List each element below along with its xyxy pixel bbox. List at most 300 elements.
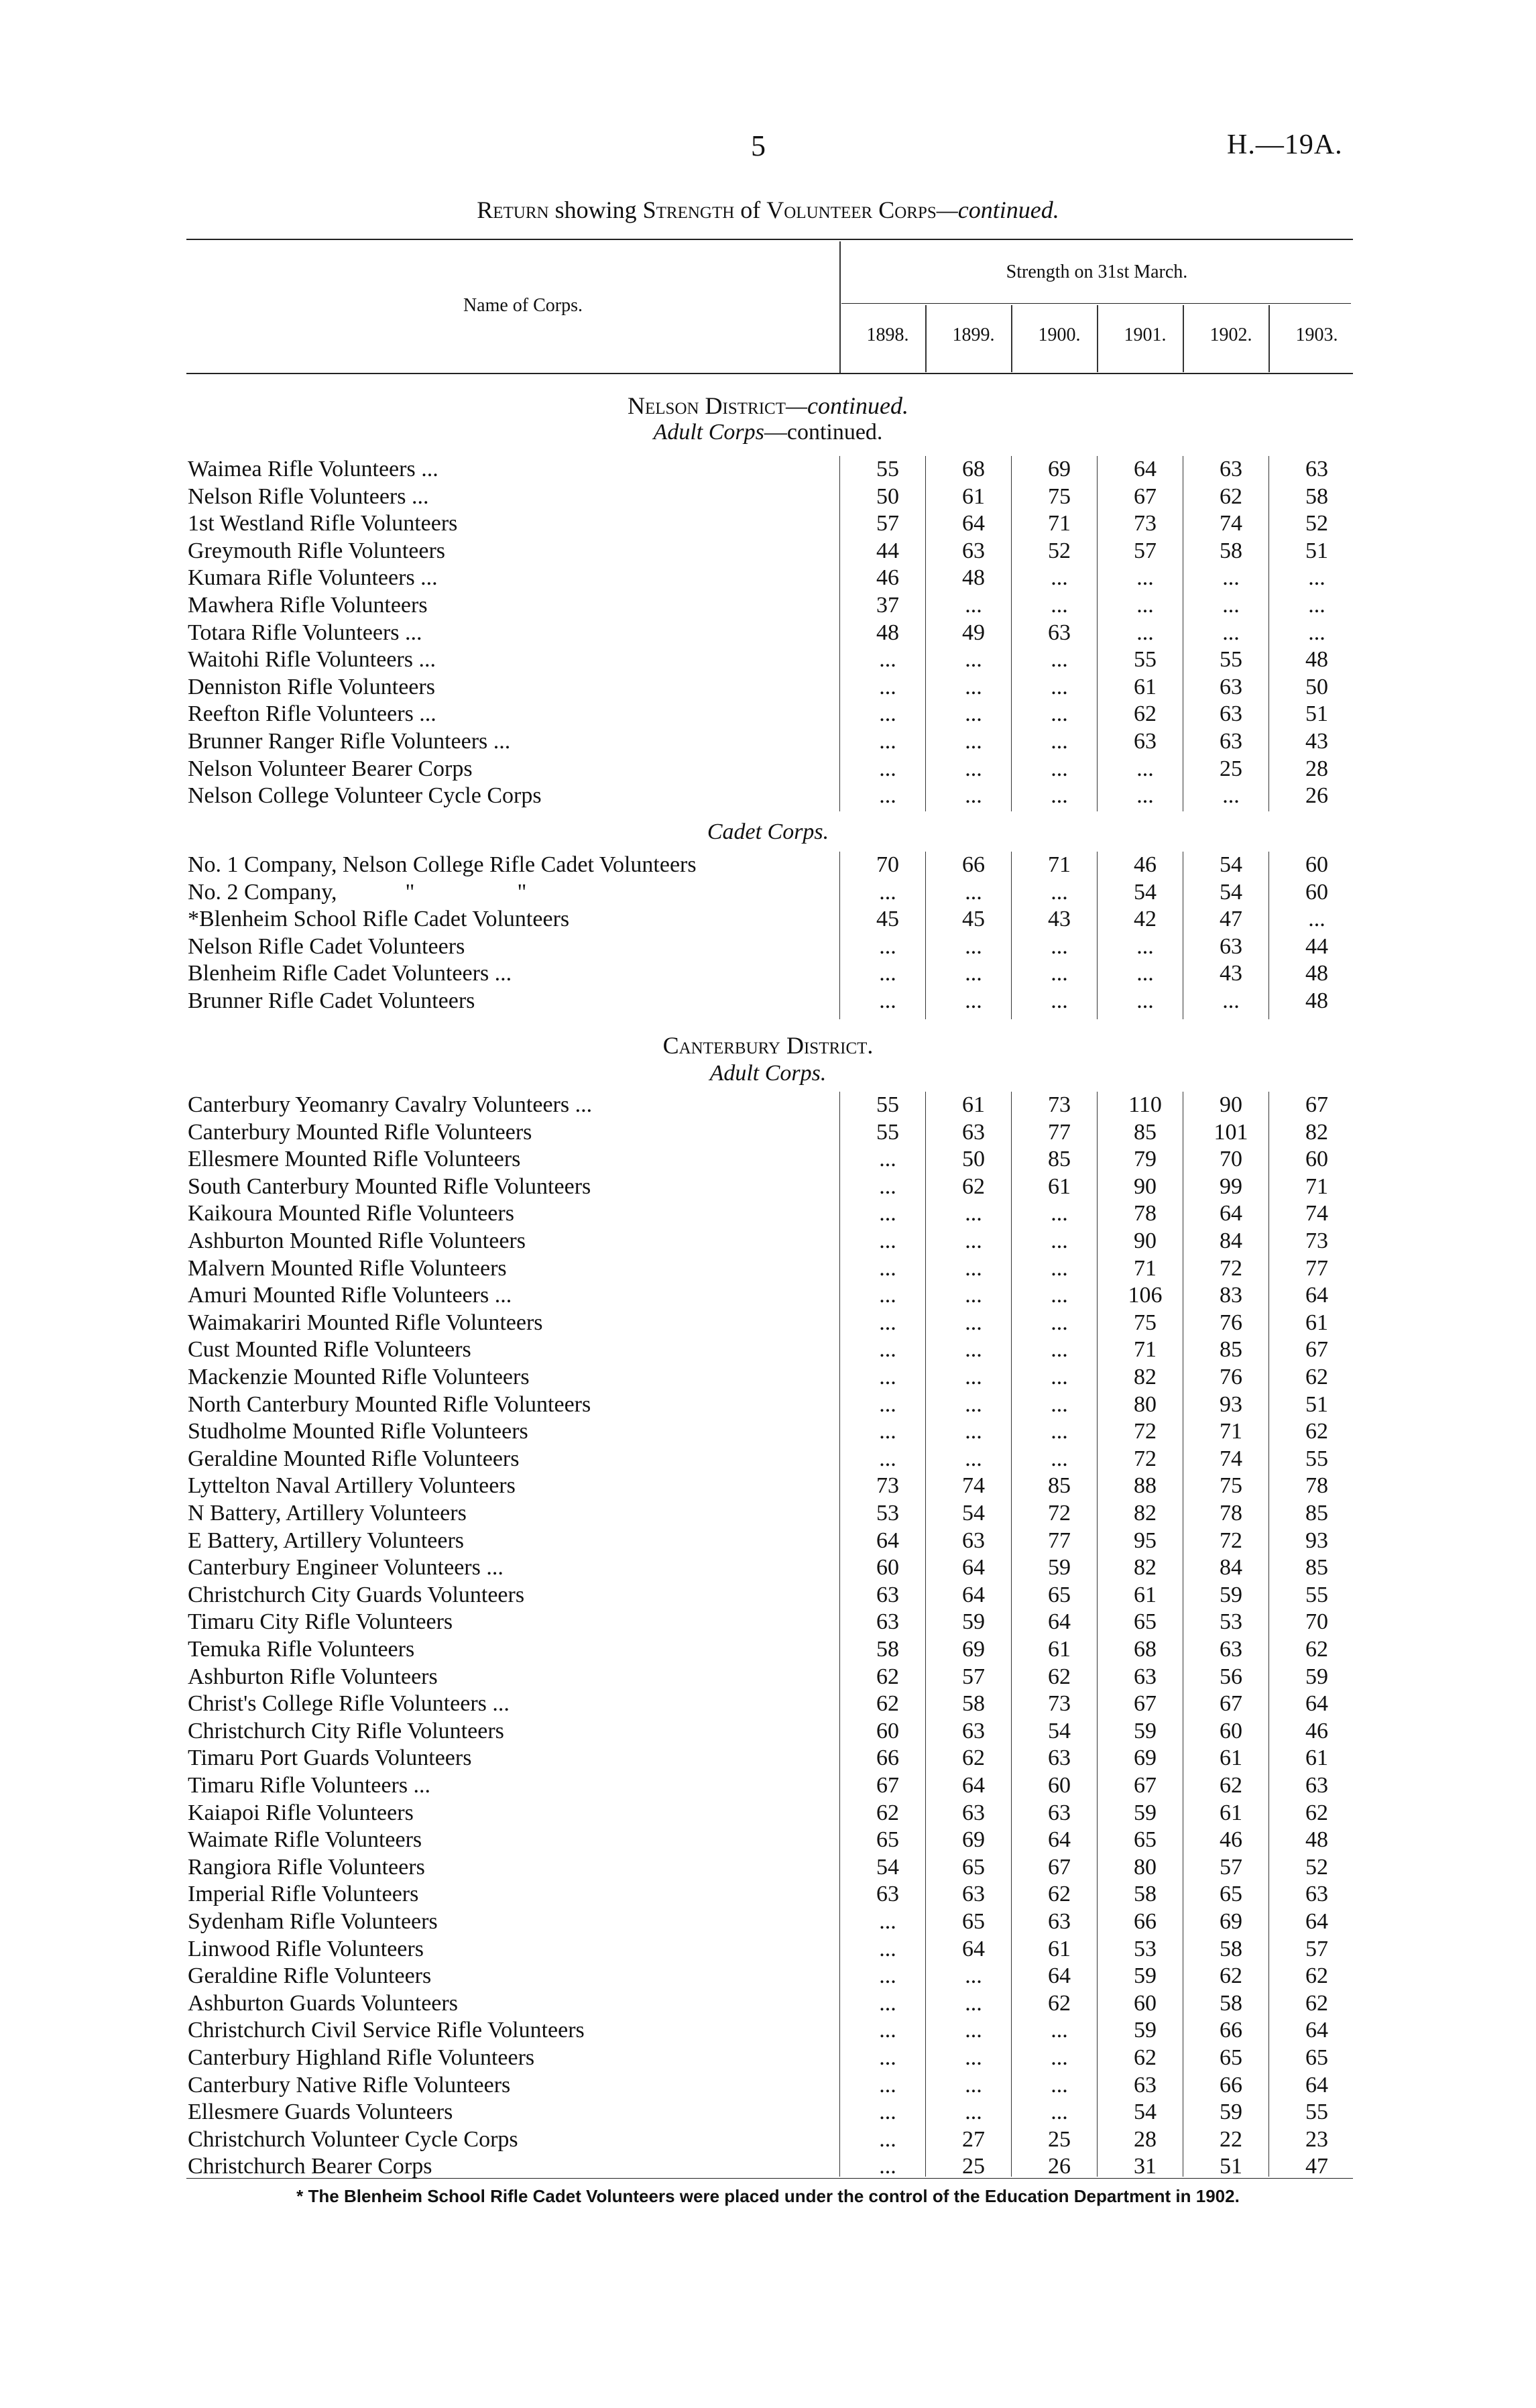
corps-name: Kaiapoi Rifle Volunteers [188,1800,414,1825]
strength-value: ... [879,756,896,781]
strength-value: 26 [1305,783,1328,809]
strength-value: ... [1051,1228,1068,1253]
strength-value: 85 [1220,1337,1242,1363]
strength-value: 75 [1220,1473,1242,1499]
strength-value: 62 [1220,1963,1242,1989]
strength-value: 71 [1048,511,1071,536]
strength-value: 51 [1220,2154,1242,2179]
strength-value: ... [1051,756,1068,781]
strength-value: 63 [1048,1745,1071,1771]
strength-value: 59 [1134,1718,1157,1743]
strength-value: 65 [1048,1582,1071,1607]
strength-value: 69 [1134,1745,1157,1771]
corps-name: N Battery, Artillery Volunteers [188,1501,467,1526]
strength-value: 64 [1048,1963,1071,1989]
strength-value: 85 [1048,1473,1071,1499]
strength-value: 62 [876,1800,899,1825]
strength-value: ... [1222,565,1240,591]
year-header: 1899. [952,325,995,345]
strength-value: 48 [962,565,985,591]
corps-name: Ashburton Mounted Rifle Volunteers [188,1228,526,1253]
strength-value: ... [879,1365,896,1389]
table-row [0,756,1536,783]
table-row [0,674,1536,701]
strength-value: 65 [1220,2045,1242,2070]
strength-value: 62 [1220,1773,1242,1798]
strength-value: ... [879,1963,896,1989]
strength-value: 75 [1048,483,1071,509]
strength-value: 71 [1305,1173,1328,1199]
strength-value: 62 [1134,2045,1157,2070]
column-rule [1268,1092,1269,2177]
strength-value: ... [879,674,896,699]
table-row [0,565,1536,591]
strength-value: ... [1051,2072,1068,2098]
strength-value: 25 [1048,2126,1071,2152]
table-row [0,1908,1536,1935]
strength-value: 58 [1134,1882,1157,1907]
strength-value: 25 [1220,756,1242,781]
strength-value: 22 [1220,2126,1242,2152]
strength-value: 47 [1305,2154,1328,2179]
strength-value: ... [879,1936,896,1961]
table-bottom-rule [186,2178,1353,2179]
strength-value: ... [879,729,896,754]
strength-value: 67 [876,1773,899,1798]
subheading-corps: Corps [708,420,764,445]
strength-value: 54 [1220,852,1242,877]
table-row [0,1963,1536,1990]
strength-value: 58 [876,1637,899,1662]
strength-value: 67 [1305,1337,1328,1363]
strength-value: ... [879,879,896,905]
strength-value: 55 [1220,647,1242,673]
strength-value: 59 [1048,1555,1071,1581]
strength-value: ... [965,2100,982,2125]
strength-value: ... [879,933,896,959]
strength-value: 63 [1048,1800,1071,1825]
strength-value: ... [879,2045,896,2070]
table-row [0,1772,1536,1799]
corps-name: Christchurch City Guards Volunteers [188,1582,525,1607]
strength-value: 61 [1305,1310,1328,1335]
strength-value: 63 [1220,933,1242,959]
strength-value: 106 [1128,1283,1163,1308]
year-header: 1903. [1295,325,1338,345]
table-row [0,933,1536,960]
column-rule [1097,456,1098,811]
corps-name: Waimea Rifle Volunteers ... [188,457,438,481]
strength-value: ... [1051,988,1068,1013]
strength-value: ... [965,2072,982,2098]
strength-value: ... [879,783,896,809]
strength-value: 59 [1134,2018,1157,2043]
strength-value: 90 [1134,1173,1157,1199]
corps-name: Studholme Mounted Rifle Volunteers [188,1419,528,1444]
strength-value: ... [1222,593,1240,618]
strength-value: 49 [962,620,985,645]
title-middle-2: of [734,196,767,223]
strength-value: 67 [1134,1773,1157,1798]
strength-value: 99 [1220,1173,1242,1199]
strength-value: 73 [1048,1092,1071,1117]
corps-name: Rangiora Rifle Volunteers [188,1854,425,1880]
strength-value: 62 [876,1691,899,1717]
strength-value: ... [1136,593,1154,618]
corps-name: Brunner Ranger Rifle Volunteers ... [188,729,511,754]
strength-value: 54 [1048,1718,1071,1743]
strength-value: ... [1051,2045,1068,2070]
strength-value: ... [965,1255,982,1281]
strength-value: 76 [1220,1365,1242,1389]
subheading-adult: Adult [653,420,703,445]
strength-value: 54 [962,1501,985,1526]
corps-name: Blenheim Rifle Cadet Volunteers ... [188,961,512,986]
strength-value: 48 [876,620,899,645]
corps-name: Cust Mounted Rifle Volunteers [188,1337,471,1363]
strength-value: 62 [1048,1664,1071,1689]
strength-value: ... [1051,1365,1068,1389]
paper-reference: H.—19A. [1227,129,1343,160]
strength-value: 52 [1305,511,1328,536]
strength-value: ... [879,1201,896,1226]
strength-value: 63 [1220,701,1242,727]
table-row [0,2072,1536,2099]
column-rule [839,456,840,811]
strength-value: 101 [1214,1119,1248,1145]
strength-value: ... [879,2018,896,2043]
corps-name: E Battery, Artillery Volunteers [188,1528,465,1553]
strength-value: 65 [1220,1882,1242,1907]
strength-value: 60 [876,1718,899,1743]
strength-value: 78 [1220,1501,1242,1526]
strength-value: 37 [876,593,899,618]
table-row [0,960,1536,987]
corps-name: No. 2 Company, " " [188,879,527,905]
strength-value: 28 [1305,756,1328,781]
strength-value: 57 [962,1664,985,1689]
strength-value: ... [965,647,982,673]
strength-value: 59 [1220,2100,1242,2125]
strength-value: 74 [1220,511,1242,536]
table-row [0,2017,1536,2044]
strength-value: 52 [1048,538,1071,563]
strength-value: ... [1136,933,1154,959]
strength-value: 70 [876,852,899,877]
column-rule [925,1092,926,2177]
strength-value: 64 [962,1936,985,1961]
corps-name: Canterbury Native Rifle Volunteers [188,2072,511,2098]
district-heading-nelson [0,392,1536,420]
table-row [0,879,1536,906]
strength-value: ... [1051,961,1068,986]
strength-value: 66 [1134,1909,1157,1934]
table-row [0,1418,1536,1445]
title-corps: Volunteer Corps [766,196,937,223]
strength-value: 46 [876,565,899,591]
strength-value: 63 [1220,729,1242,754]
strength-value: ... [1308,565,1325,591]
strength-value: 80 [1134,1854,1157,1880]
corps-name: Nelson College Volunteer Cycle Corps [188,783,542,809]
corps-name: North Canterbury Mounted Rifle Volunteers [188,1391,591,1417]
strength-value: ... [965,2045,982,2070]
strength-value: 63 [1134,1664,1157,1689]
strength-value: 83 [1220,1283,1242,1308]
column-rule [839,1092,840,2177]
strength-value: 85 [1305,1501,1328,1526]
strength-value: ... [1222,988,1240,1013]
strength-value: 64 [1220,1201,1242,1226]
strength-value: 74 [1220,1446,1242,1471]
strength-value: ... [879,1391,896,1417]
strength-value: ... [1136,756,1154,781]
table-row [0,701,1536,728]
strength-value: 44 [1305,933,1328,959]
column-rule [1097,852,1098,1019]
corps-name: Greymouth Rifle Volunteers [188,538,446,563]
strength-value: 63 [1134,2072,1157,2098]
strength-value: 64 [1134,457,1157,481]
strength-value: ... [879,701,896,727]
strength-value: ... [965,729,982,754]
strength-value: 46 [1305,1718,1328,1743]
strength-value: 61 [1048,1637,1071,1662]
year-header: 1901. [1124,325,1167,345]
strength-value: ... [965,1365,982,1389]
strength-value: 61 [962,1092,985,1117]
strength-value: ... [1136,988,1154,1013]
strength-value: ... [965,933,982,959]
table-row [0,988,1536,1015]
strength-value: 110 [1128,1092,1162,1117]
strength-value: 64 [962,1773,985,1798]
strength-value: ... [965,674,982,699]
corps-name: Ashburton Guards Volunteers [188,1990,458,2016]
strength-value: 59 [1134,1800,1157,1825]
strength-value: 66 [1220,2018,1242,2043]
strength-value: 65 [1134,1827,1157,1853]
strength-value: ... [879,1283,896,1308]
subheading-adult-corps: Adult Corps. [709,1061,827,1086]
strength-value: ... [1222,783,1240,809]
table-row [0,1554,1536,1581]
strength-value: ... [879,1255,896,1281]
table-row [0,646,1536,673]
table-row [0,1173,1536,1200]
strength-value: ... [965,1391,982,1417]
header-top-rule [186,239,1353,240]
strength-value: 62 [1305,1990,1328,2016]
table-row [0,1255,1536,1282]
strength-value: ... [965,2018,982,2043]
strength-value: ... [965,1990,982,2016]
strength-value: ... [1136,783,1154,809]
strength-value: 64 [1305,1909,1328,1934]
strength-value: 27 [962,2126,985,2152]
strength-value: 60 [1220,1718,1242,1743]
strength-value: 74 [1305,1201,1328,1226]
strength-value: 63 [1220,1637,1242,1662]
strength-value: ... [1051,1391,1068,1417]
corps-name: Denniston Rifle Volunteers [188,674,435,699]
strength-value: 58 [1220,1990,1242,2016]
strength-value: ... [965,961,982,986]
corps-name: Christchurch Civil Service Rifle Volunteers [188,2018,585,2043]
title-middle-1: showing [548,196,643,223]
strength-value: 84 [1220,1228,1242,1253]
table-row [0,2153,1536,2180]
year-header: 1902. [1209,325,1252,345]
table-row [0,1854,1536,1881]
strength-value: 82 [1134,1555,1157,1581]
strength-value: ... [879,2154,896,2179]
strength-value: 72 [1134,1446,1157,1471]
table-row [0,2045,1536,2071]
title-strength: Strength [642,196,735,223]
strength-value: 65 [1134,1609,1157,1635]
subheading-suffix: —continued. [764,420,883,445]
strength-value: ... [879,1173,896,1199]
strength-value: 73 [1305,1228,1328,1253]
column-rule [925,852,926,1019]
strength-value: 46 [1220,1827,1242,1853]
strength-value: 55 [876,457,899,481]
strength-value: ... [965,593,982,618]
strength-value: 59 [962,1609,985,1635]
corps-name: No. 1 Company, Nelson College Rifle Cadet Volunteers [188,852,697,877]
strength-value: 45 [962,907,985,932]
column-rule [1011,456,1012,811]
strength-value: 48 [1305,988,1328,1013]
table-row [0,852,1536,878]
page-title [0,196,1536,224]
table-row [0,906,1536,933]
strength-value: 48 [1305,1827,1328,1853]
strength-value: 42 [1134,907,1157,932]
strength-value: 57 [1305,1936,1328,1961]
strength-value: ... [1222,620,1240,645]
corps-name: Kaikoura Mounted Rifle Volunteers [188,1201,514,1226]
strength-value: 48 [1305,961,1328,986]
table-row [0,483,1536,510]
corps-name: Brunner Rifle Cadet Volunteers [188,988,475,1013]
table-row [0,1664,1536,1690]
strength-value: 63 [1134,729,1157,754]
strength-value: 71 [1220,1419,1242,1444]
strength-value: ... [879,1147,896,1172]
strength-value: 65 [962,1854,985,1880]
strength-value: 78 [1134,1201,1157,1226]
title-prefix: Return [477,196,549,223]
strength-value: 51 [1305,701,1328,727]
table-row [0,1800,1536,1827]
strength-value: 62 [1305,1800,1328,1825]
strength-value: 63 [962,1528,985,1553]
table-row [0,1200,1536,1227]
strength-value: 45 [876,907,899,932]
strength-value: 61 [1048,1173,1071,1199]
strength-value: ... [1051,674,1068,699]
strength-value: 62 [1305,1963,1328,1989]
table-row [0,1391,1536,1418]
corps-name: Temuka Rifle Volunteers [188,1637,415,1662]
table-row [0,1336,1536,1363]
strength-value: 54 [1134,2100,1157,2125]
header-bottom-rule [186,373,1353,374]
corps-name: Christ's College Rifle Volunteers ... [188,1691,510,1717]
strength-value: 63 [962,1882,985,1907]
table-row [0,1609,1536,1636]
strength-value: ... [1136,961,1154,986]
strength-value: ... [965,1337,982,1363]
strength-value: 62 [1305,1637,1328,1662]
strength-value: 53 [876,1501,899,1526]
strength-value: 61 [1048,1936,1071,1961]
strength-value: 62 [962,1173,985,1199]
strength-value: 48 [1305,647,1328,673]
strength-value: 68 [962,457,985,481]
corps-name: Mackenzie Mounted Rifle Volunteers [188,1365,530,1389]
strength-value: 60 [1305,852,1328,877]
corps-name: Nelson Rifle Cadet Volunteers [188,933,465,959]
table-row [0,2126,1536,2153]
corps-name: Nelson Rifle Volunteers ... [188,483,429,509]
strength-value: ... [965,1419,982,1444]
strength-value: 71 [1048,852,1071,877]
strength-value: ... [1051,1283,1068,1308]
strength-value: ... [965,1310,982,1335]
corps-name: Canterbury Engineer Volunteers ... [188,1555,504,1581]
strength-value: ... [965,1201,982,1226]
strength-value: 53 [1220,1609,1242,1635]
strength-value: 26 [1048,2154,1071,2179]
strength-value: ... [1051,565,1068,591]
strength-value: 54 [876,1854,899,1880]
strength-value: 78 [1305,1473,1328,1499]
strength-value: 50 [962,1147,985,1172]
corps-name: Lyttelton Naval Artillery Volunteers [188,1473,516,1499]
table-row [0,1092,1536,1119]
table-row [0,510,1536,537]
strength-value: 55 [876,1092,899,1117]
strength-value: ... [965,1963,982,1989]
column-rule [1097,1092,1098,2177]
strength-value: ... [879,961,896,986]
strength-value: 75 [1134,1310,1157,1335]
corps-name: Ellesmere Guards Volunteers [188,2100,453,2125]
strength-value: 43 [1048,907,1071,932]
strength-value: ... [1051,1419,1068,1444]
strength-value: 55 [1305,1582,1328,1607]
corps-name: Timaru City Rifle Volunteers [188,1609,453,1635]
corps-name: South Canterbury Mounted Rifle Volunteers [188,1173,591,1199]
strength-value: 80 [1134,1391,1157,1417]
strength-value: ... [1051,647,1068,673]
corps-name: Canterbury Mounted Rifle Volunteers [188,1119,532,1145]
column-rule [1011,1092,1012,2177]
table-row [0,1636,1536,1663]
strength-value: 76 [1220,1310,1242,1335]
strength-value: 71 [1134,1337,1157,1363]
strength-value: 23 [1305,2126,1328,2152]
strength-value: 51 [1305,538,1328,563]
strength-value: 57 [876,511,899,536]
strength-value: 63 [1048,1909,1071,1934]
strength-value: ... [879,2126,896,2152]
strength-value: 67 [1305,1092,1328,1117]
strength-value: 72 [1220,1528,1242,1553]
